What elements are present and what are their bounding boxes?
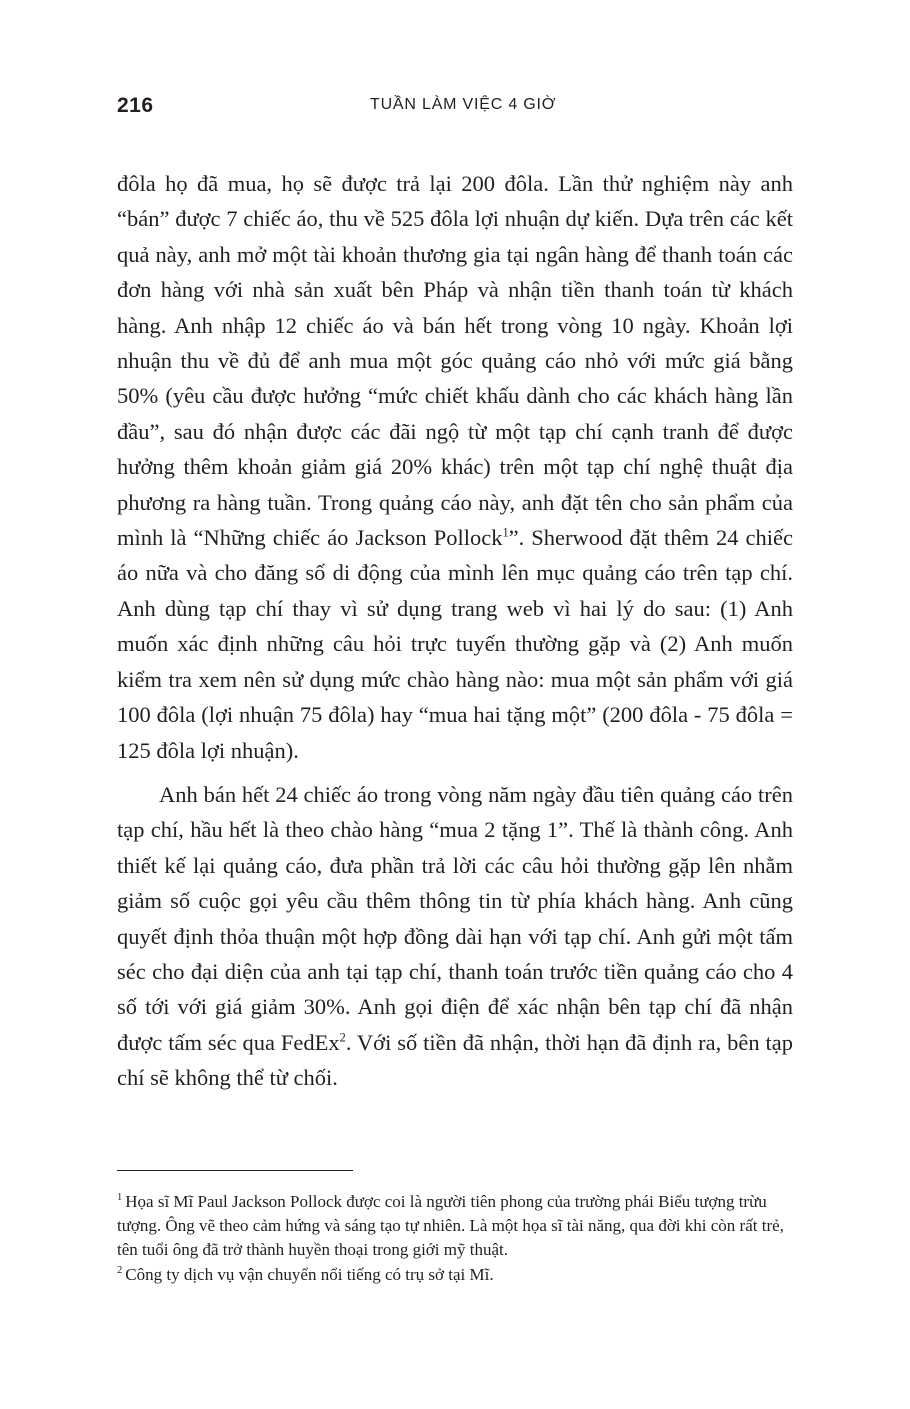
footnote-1-text: Họa sĩ Mĩ Paul Jackson Pollock được coi là người tiên phong của trường phái Biểu tượng trừu tượng. Ông vẽ theo cảm hứng và sáng tạo tự nhiên. Là một họa sĩ tài năng, qua đời khi còn rất trẻ, tên tuổi ông đã trở thành huyền thoại trong giới mỹ thuật. (117, 1192, 784, 1260)
paragraph-1 (117, 166, 793, 768)
footnote-2-text: Công ty dịch vụ vận chuyển nổi tiếng có trụ sở tại Mĩ. (125, 1264, 494, 1284)
footnote-2-mark: 2 (117, 1264, 123, 1276)
footnote-2 (117, 1263, 793, 1287)
paragraph-2 (117, 777, 793, 1096)
page-header (117, 94, 793, 124)
footnote-ref-1: 1 (502, 525, 509, 540)
footnotes (117, 1190, 793, 1287)
paragraph-2-text-b: . Với số tiền đã nhận, thời hạn đã định ra, bên tạp chí sẽ không thể từ chối. (117, 1029, 793, 1091)
footnote-divider (117, 1170, 353, 1171)
running-title: TUẦN LÀM VIỆC 4 GIỜ (370, 96, 557, 113)
paragraph-2-text-a: Anh bán hết 24 chiếc áo trong vòng năm ngày đầu tiên quảng cáo trên tạp chí, hầu hết là theo chào hàng “mua 2 tặng 1”. Thế là thành công. Anh thiết kế lại quảng cáo, đưa phần trả lời các câu hỏi thường gặp lên nhằm giảm số cuộc gọi yêu cầu thêm thông tin từ phía khách hàng. Anh cũng quyết định thỏa thuận một hợp đồng dài hạn với tạp chí. Anh gửi một tấm séc cho đại diện của anh tại tạp chí, thanh toán trước tiền quảng cáo cho 4 số tới với giá giảm 30%. Anh gọi điện để xác nhận bên tạp chí đã nhận được tấm séc qua FedEx (117, 781, 793, 1055)
paragraph-1-text-a: đôla họ đã mua, họ sẽ được trả lại 200 đôla. Lần thử nghiệm này anh “bán” được 7 chiếc áo, thu về 525 đôla lợi nhuận dự kiến. Dựa trên các kết quả này, anh mở một tài khoản thương gia tại ngân hàng để thanh toán các đơn hàng với nhà sản xuất bên Pháp và nhận tiền thanh toán từ khách hàng. Anh nhập 12 chiếc áo và bán hết trong vòng 10 ngày. Khoản lợi nhuận thu về đủ để anh mua một góc quảng cáo nhỏ với mức giá bằng 50% (yêu cầu được hưởng “mức chiết khấu dành cho các khách hàng lần đầu”, sau đó nhận được các đãi ngộ từ một tạp chí cạnh tranh để được hưởng thêm khoản giảm giá 20% khác) trên một tạp chí nghệ thuật địa phương ra hàng tuần. Trong quảng cáo này, anh đặt tên cho sản phẩm của mình là “Những chiếc áo Jackson Pollock (117, 171, 793, 551)
footnote-1 (117, 1190, 793, 1263)
paragraph-1-text-b: ”. Sherwood đặt thêm 24 chiếc áo nữa và cho đăng số di động của mình lên mục quảng cáo trên tạp chí. Anh dùng tạp chí thay vì sử dụng trang web vì hai lý do sau: (1) Anh muốn xác định những câu hỏi trực tuyến thường gặp và (2) Anh muốn kiểm tra xem nên sử dụng mức chào hàng nào: mua một sản phẩm với giá 100 đôla (lợi nhuận 75 đôla) hay “mua hai tặng một” (200 đôla - 75 đôla = 125 đôla lợi nhuận). (117, 525, 794, 763)
page-number: 216 (117, 94, 154, 117)
body-text (117, 166, 793, 1096)
footnote-ref-2: 2 (339, 1030, 346, 1045)
footnote-1-mark: 1 (117, 1192, 123, 1204)
